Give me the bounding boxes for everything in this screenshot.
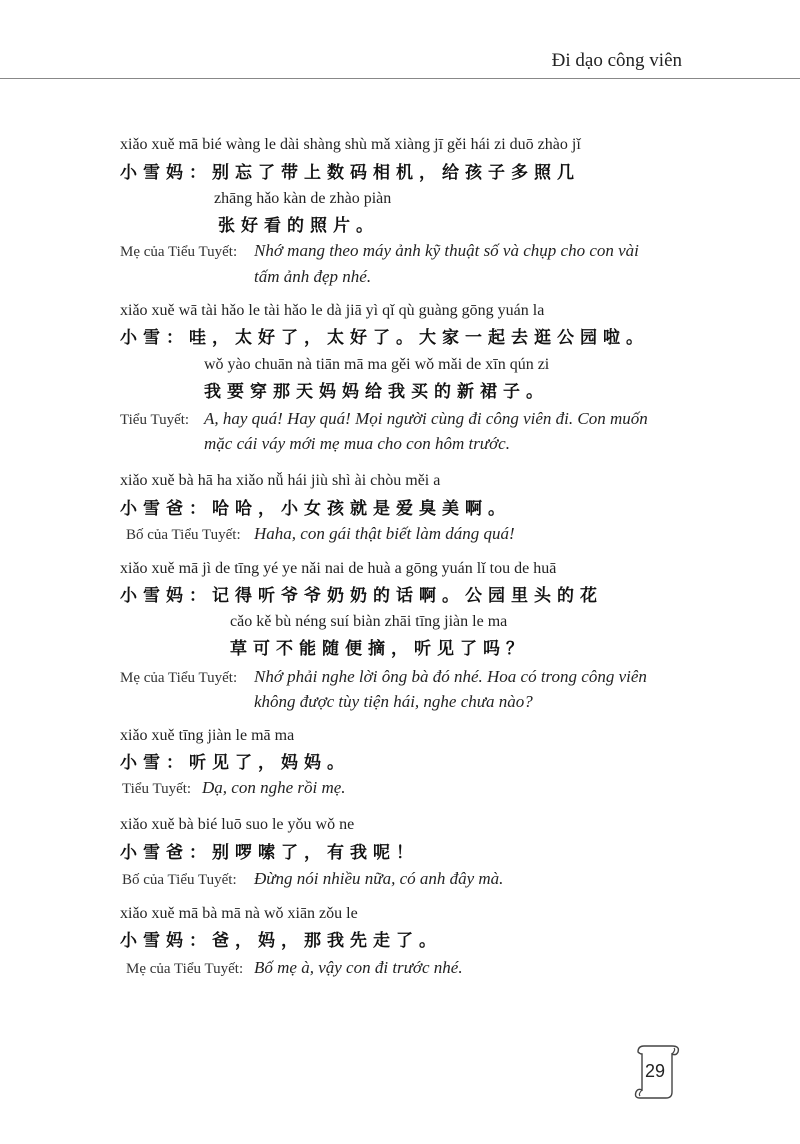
pinyin-line: zhāng hǎo kàn de zhào piàn <box>214 190 392 207</box>
translation-line: tấm ảnh đẹp nhé. <box>254 267 372 286</box>
translation-line: Bố mẹ à, vậy con đi trước nhé. <box>254 958 463 977</box>
pinyin-line: xiǎo xuě tīng jiàn le mā ma <box>120 727 295 744</box>
pinyin-line: cǎo kě bù néng suí biàn zhāi tīng jiàn le ma <box>230 613 508 630</box>
hanzi-line: 张好看的照片。 <box>218 216 379 236</box>
pinyin-line: xiǎo xuě wā tài hǎo le tài hǎo le dà jiā yì qǐ qù guàng gōng yuán la <box>120 302 545 319</box>
translation-line: Haha, con gái thật biết làm dáng quá! <box>254 524 515 543</box>
speaker-label: Tiểu Tuyết: <box>122 781 192 797</box>
speaker-label: Tiểu Tuyết: <box>120 412 190 428</box>
translation-line: A, hay quá! Hay quá! Mọi người cùng đi công viên đi. Con muốn <box>204 409 648 428</box>
translation-line: Dạ, con nghe rồi mẹ. <box>202 778 346 797</box>
translation-line: Nhớ mang theo máy ảnh kỹ thuật số và chụp cho con vài <box>254 241 639 260</box>
speaker-label: Bố của Tiểu Tuyết: <box>122 872 237 888</box>
hanzi-line: 草可不能随便摘，听见了吗？ <box>230 639 529 659</box>
hanzi-line: 小雪爸：哈哈，小女孩就是爱臭美啊。 <box>120 499 511 519</box>
header-divider <box>0 78 800 79</box>
translation-line: Đừng nói nhiều nữa, có anh đây mà. <box>254 869 504 888</box>
hanzi-line: 小雪妈：记得听爷爷奶奶的话啊。公园里头的花 <box>120 586 603 606</box>
translation-line: Nhớ phải nghe lời ông bà đó nhé. Hoa có trong công viên <box>254 667 647 686</box>
pinyin-line: xiǎo xuě bà hā ha xiǎo nǚ hái jiù shì ài chòu měi a <box>120 472 441 489</box>
page-number: 29 <box>644 1061 666 1081</box>
hanzi-line: 小雪爸：别啰嗦了，有我呢！ <box>120 843 419 863</box>
speaker-label: Mẹ của Tiểu Tuyết: <box>120 670 238 686</box>
hanzi-line: 我要穿那天妈妈给我买的新裙子。 <box>204 382 549 402</box>
pinyin-line: xiǎo xuě mā jì de tīng yé ye nǎi nai de huà a gōng yuán lǐ tou de huā <box>120 560 557 577</box>
pinyin-line: xiǎo xuě mā bié wàng le dài shàng shù mǎ xiàng jī gěi hái zi duō zhào jǐ <box>120 136 581 153</box>
speaker-label: Mẹ của Tiểu Tuyết: <box>120 244 238 260</box>
page-header-title: Đi dạo công viên <box>551 50 682 71</box>
hanzi-line: 小雪妈：爸，妈，那我先走了。 <box>120 931 442 951</box>
page-number-badge <box>632 1042 682 1100</box>
hanzi-line: 小雪妈：别忘了带上数码相机，给孩子多照几 <box>120 163 580 183</box>
pinyin-line: wǒ yào chuān nà tiān mā ma gěi wǒ mǎi de xīn qún zi <box>204 356 550 373</box>
pinyin-line: xiǎo xuě bà bié luō suo le yǒu wǒ ne <box>120 816 355 833</box>
speaker-label: Bố của Tiểu Tuyết: <box>126 527 241 543</box>
speaker-label: Mẹ của Tiểu Tuyết: <box>126 961 244 977</box>
pinyin-line: xiǎo xuě mā bà mā nà wǒ xiān zǒu le <box>120 905 358 922</box>
hanzi-line: 小雪：哇，太好了，太好了。大家一起去逛公园啦。 <box>120 328 649 348</box>
translation-line: không được tùy tiện hái, nghe chưa nào? <box>254 692 533 711</box>
translation-line: mặc cái váy mới mẹ mua cho con hôm trước. <box>204 434 510 453</box>
hanzi-line: 小雪：听见了，妈妈。 <box>120 753 350 773</box>
